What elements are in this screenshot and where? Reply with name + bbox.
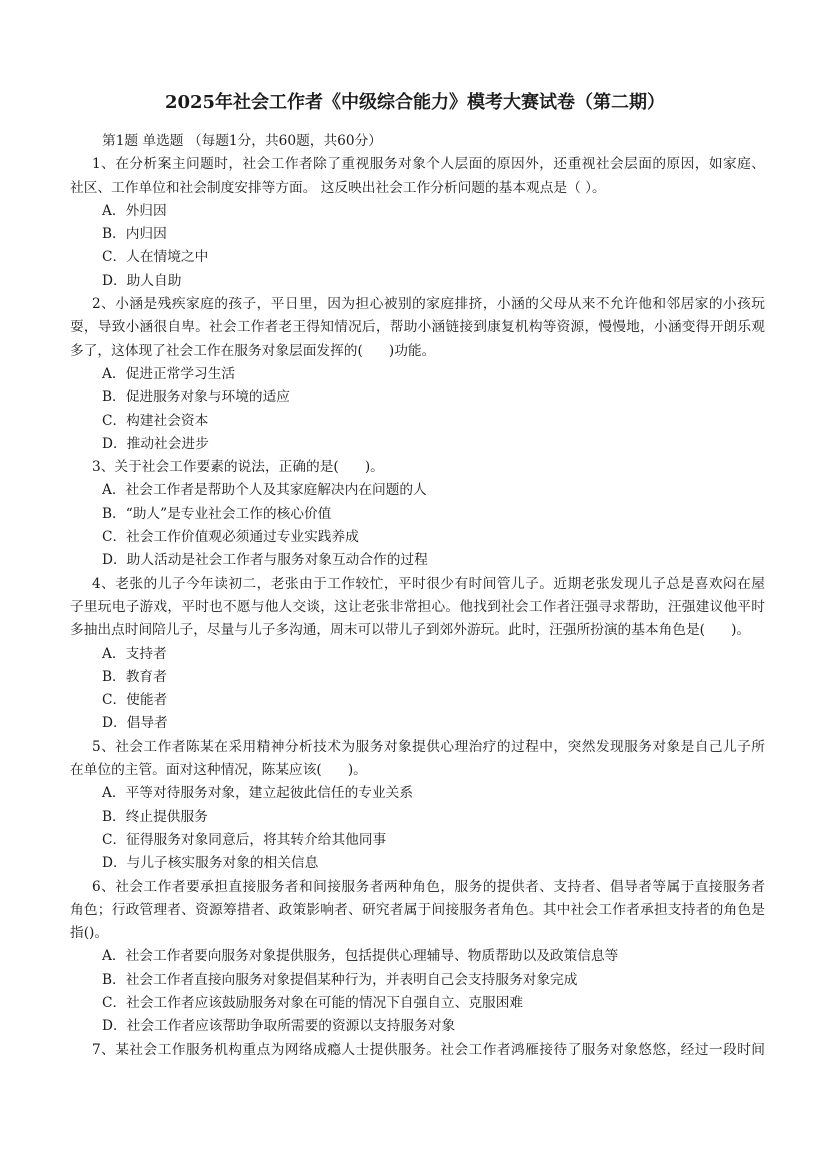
question-2-option-b: B．促进服务对象与环境的适应 [102, 389, 290, 406]
question-6-option-d: D．社会工作者应该帮助争取所需要的资源以支持服务对象 [102, 1018, 456, 1035]
question-1-stem-line: 社区、工作单位和社会制度安排等方面。 这反映出社会工作分析问题的基本观点是（ ）。 [70, 179, 606, 196]
question-2 [70, 293, 765, 456]
question-1-option-b: B．内归因 [102, 226, 167, 243]
question-3-option-d: D．助人活动是社会工作者与服务对象互动合作的过程 [102, 552, 428, 569]
question-5-stem-line: 在单位的主管。面对这种情况，陈某应该( )。 [70, 762, 367, 779]
question-1-option-d: D．助人自助 [102, 272, 182, 289]
question-4-option-c: C．使能者 [102, 692, 168, 709]
question-6-option-b: B．社会工作者直接向服务对象提倡某种行为，并表明自己会支持服务对象完成 [102, 971, 578, 988]
question-6-option-c: C．社会工作者应该鼓励服务对象在可能的情况下自强自立、克服困难 [102, 994, 524, 1011]
question-1-stem-line: 1、在分析案主问题时，社会工作者除了重视服务对象个人层面的原因外，还重视社会层面的原因，如家庭、 [92, 156, 765, 173]
question-4-stem-line: 多抽出点时间陪儿子，尽量与儿子多沟通，周末可以带儿子到郊外游玩。此时，汪强所扮演的基本角色是( )。 [70, 622, 751, 639]
question-3-option-a: A．社会工作者是帮助个人及其家庭解决内在问题的人 [102, 482, 427, 499]
question-5-stem-line: 5、社会工作者陈某在采用精神分析技术为服务对象提供心理治疗的过程中，突然发现服务对象是自己儿子所 [92, 738, 765, 755]
question-4-stem-line: 子里玩电子游戏，平时也不愿与他人交谈，这让老张非常担心。他找到社会工作者汪强寻求帮助，汪强建议他平时 [70, 598, 765, 615]
question-4-option-d: D．倡导者 [102, 715, 168, 732]
question-5-option-c: C．征得服务对象同意后，将其转介给其他同事 [102, 831, 387, 848]
question-3-option-b: B．“助人”是专业社会工作的核心价值 [102, 505, 332, 522]
question-4 [70, 573, 765, 736]
question-5-option-b: B．终止提供服务 [102, 808, 208, 825]
question-5-option-d: D．与儿子核实服务对象的相关信息 [102, 855, 319, 872]
question-6-option-a: A．社会工作者要向服务对象提供服务，包括提供心理辅导、物质帮助以及政策信息等 [102, 948, 619, 965]
exam-content [70, 130, 765, 1062]
question-3-stem-line: 3、关于社会工作要素的说法，正确的是( )。 [92, 459, 384, 476]
question-6-stem-line: 6、社会工作者要承担直接服务者和间接服务者两种角色，服务的提供者、支持者、倡导者等属于直接服务者 [92, 878, 765, 895]
question-7-stem-line: 7、某社会工作服务机构重点为网络成瘾人士提供服务。社会工作者鸿雁接待了服务对象悠悠，经过一段时间 [92, 1041, 765, 1058]
question-1-option-c: C．人在情境之中 [102, 249, 209, 266]
question-6 [70, 876, 765, 1039]
question-2-stem-line: 耍，导致小涵很自卑。社会工作者老王得知情况后，帮助小涵链接到康复机构等资源，慢慢地，小涵变得开朗乐观 [70, 319, 765, 336]
question-2-stem-line: 多了，这体现了社会工作在服务对象层面发挥的( )功能。 [70, 342, 436, 359]
question-3-option-c: C．社会工作价值观必须通过专业实践养成 [102, 529, 359, 546]
question-1 [70, 153, 765, 293]
section-header: 第1题 单选题 （每题1分，共60题，共60分） [102, 133, 382, 149]
page-title: 2025年社会工作者《中级综合能力》模考大赛试卷（第二期） [164, 92, 666, 113]
question-4-stem-line: 4、老张的儿子今年读初二，老张由于工作较忙，平时很少有时间管儿子。近期老张发现儿子总是喜欢闷在屋 [92, 575, 765, 592]
question-6-stem-line: 角色；行政管理者、资源筹措者、政策影响者、研究者属于间接服务者角色。其中社会工作者承担支持者的角色是 [70, 901, 765, 918]
question-2-option-a: A．促进正常学习生活 [102, 365, 236, 382]
question-3 [70, 456, 765, 572]
question-2-option-d: D．推动社会进步 [102, 435, 209, 452]
question-4-option-a: A．支持者 [102, 645, 167, 662]
question-1-option-a: A．外归因 [102, 202, 167, 219]
question-4-option-b: B．教育者 [102, 668, 167, 685]
question-7 [70, 1039, 765, 1062]
question-5 [70, 736, 765, 876]
question-2-stem-line: 2、小涵是残疾家庭的孩子，平日里，因为担心被别的家庭排挤，小涵的父母从来不允许他和邻居家的小孩玩 [92, 296, 765, 313]
question-5-option-a: A．平等对待服务对象，建立起彼此信任的专业关系 [102, 785, 414, 802]
question-2-option-c: C．构建社会资本 [102, 412, 209, 429]
question-6-stem-line: 指()。 [70, 925, 109, 942]
